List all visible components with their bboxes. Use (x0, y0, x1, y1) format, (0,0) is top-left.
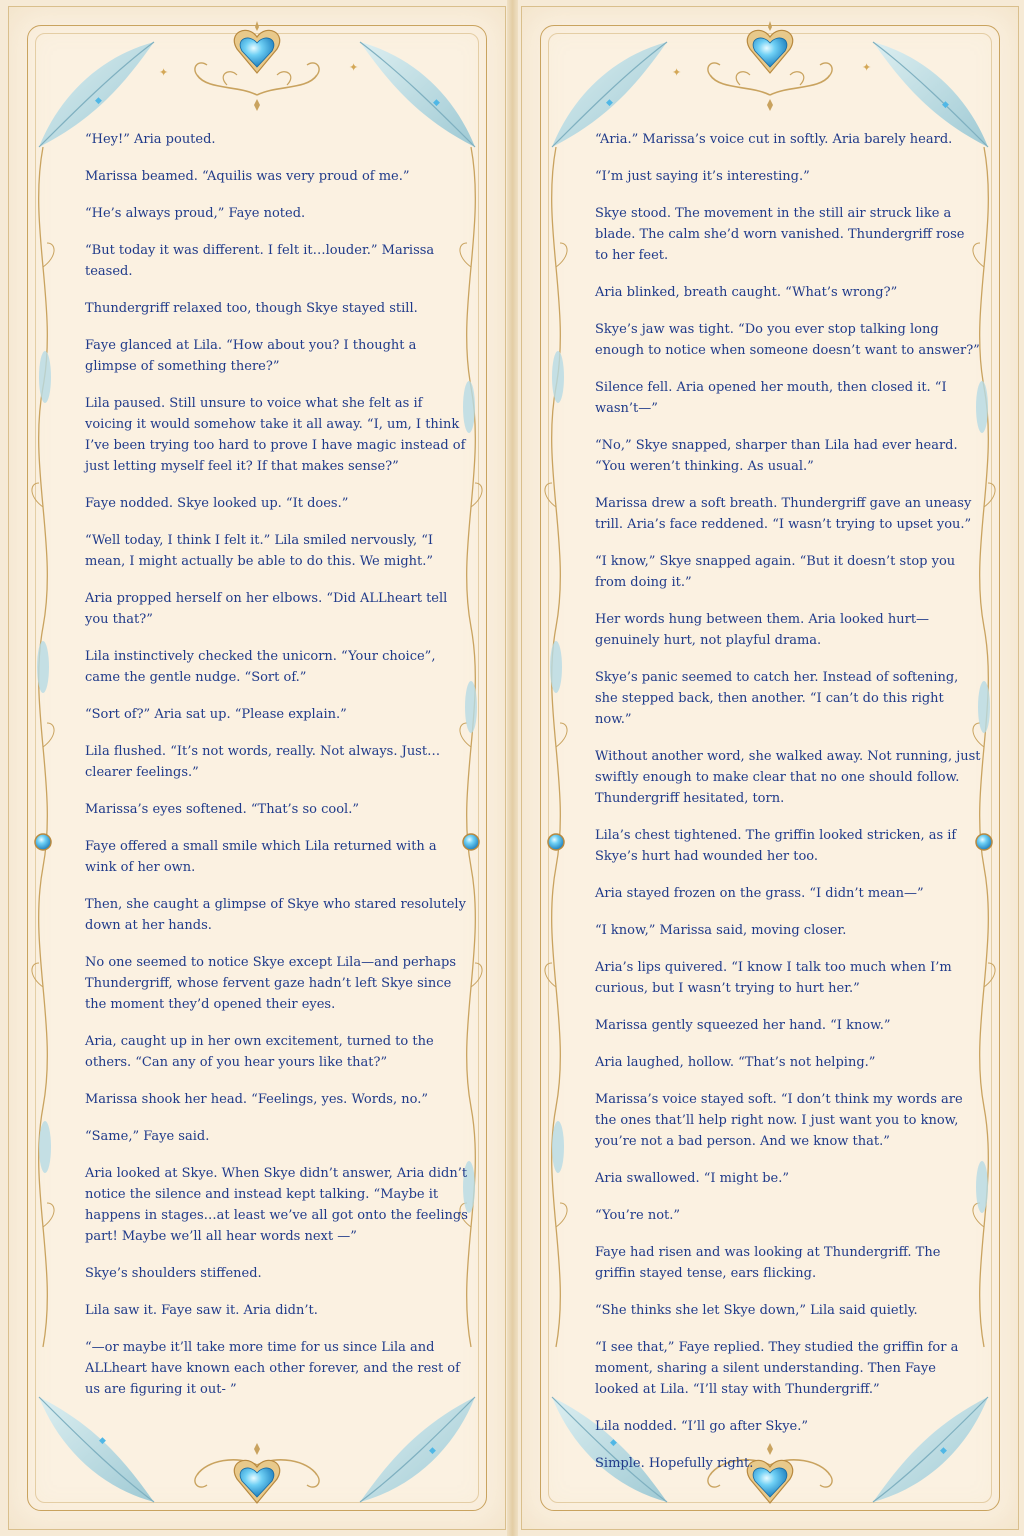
left-page-text (85, 129, 469, 1416)
paragraph: Marissa’s eyes softened. “That’s so cool.” (85, 802, 359, 817)
paragraph: Thundergriff relaxed too, though Skye stayed still. (85, 301, 418, 316)
paragraph: Lila nodded. “I’ll go after Skye.” (595, 1419, 809, 1434)
paragraph: Aria’s lips quivered. “I know I talk too much when I’m curious, but I wasn’t trying to hurt her.” (595, 960, 952, 996)
right-page-text (595, 129, 981, 1490)
paragraph: Skye’s jaw was tight. “Do you ever stop talking long enough to notice when someone doesn’t want to answer?” (595, 322, 980, 358)
paragraph: “But today it was different. I felt it…louder.” Marissa teased. (85, 243, 435, 279)
paragraph: “Sort of?” Aria sat up. “Please explain.” (85, 707, 347, 722)
sparkle-icon: ◆ (606, 98, 613, 108)
left-page (8, 6, 506, 1530)
sparkle-icon: ◆ (942, 100, 949, 110)
left-vine-ornament (536, 147, 576, 1407)
paragraph: Lila flushed. “It’s not words, really. Not always. Just… clearer feelings.” (85, 744, 441, 780)
sparkle-icon: ✦ (159, 66, 169, 79)
paragraph: “Aria.” Marissa’s voice cut in softly. Aria barely heard. (595, 132, 953, 147)
paragraph: Lila instinctively checked the unicorn. “Your choice”, came the gentle nudge. “Sort of.” (85, 649, 436, 685)
paragraph: Silence fell. Aria opened her mouth, then closed it. “I wasn’t—” (595, 380, 947, 416)
paragraph: Faye had risen and was looking at Thundergriff. The griffin stayed tense, ears flicking. (595, 1245, 941, 1281)
sparkle-icon: ✦ (672, 66, 682, 79)
top-heart-gem-ornament (700, 15, 840, 115)
paragraph: Skye stood. The movement in the still air struck like a blade. The calm she’d worn vanished. Thundergriff rose to her feet. (595, 206, 965, 263)
paragraph: “Hey!” Aria pouted. (85, 132, 216, 147)
paragraph: “I know,” Marissa said, moving closer. (595, 923, 847, 938)
paragraph: Lila saw it. Faye saw it. Aria didn’t. (85, 1303, 318, 1318)
paragraph: Skye’s panic seemed to catch her. Instead of softening, she stepped back, then another. “I can’t do this right now.” (595, 670, 959, 727)
paragraph: “You’re not.” (595, 1208, 681, 1223)
paragraph: Aria swallowed. “I might be.” (595, 1171, 789, 1186)
paragraph: Marissa shook her head. “Feelings, yes. Words, no.” (85, 1092, 428, 1107)
paragraph: Aria looked at Skye. When Skye didn’t answer, Aria didn’t notice the silence and instead kept talking. “Maybe it happens in stages…at least we’ve all got onto the feelings part! Maybe we’ll all hear words next —” (85, 1166, 468, 1244)
sparkle-icon: ◆ (95, 96, 102, 106)
book-spine (507, 0, 518, 1536)
paragraph: “She thinks she let Skye down,” Lila said quietly. (595, 1303, 918, 1318)
paragraph: Lila paused. Still unsure to voice what she felt as if voicing it would somehow take it all away. “I, um, I think I’ve been trying too hard to prove I have magic instead of just letting myself feel it? If that makes sense?” (85, 396, 466, 474)
sparkle-icon: ◆ (433, 98, 440, 108)
paragraph: Faye offered a small smile which Lila returned with a wink of her own. (85, 839, 437, 875)
paragraph: Aria, caught up in her own excitement, turned to the others. “Can any of you hear yours like that?” (85, 1034, 434, 1070)
sparkle-icon: ◆ (429, 1446, 436, 1456)
paragraph: “He’s always proud,” Faye noted. (85, 206, 306, 221)
paragraph: Faye nodded. Skye looked up. “It does.” (85, 496, 349, 511)
paragraph: “I see that,” Faye replied. They studied the griffin for a moment, sharing a silent understanding. Then Faye looked at Lila. “I’ll stay with Thundergriff.” (595, 1340, 959, 1397)
sparkle-icon: ◆ (99, 1436, 106, 1446)
paragraph: Simple. Hopefully right. (595, 1456, 754, 1471)
paragraph: Then, she caught a glimpse of Skye who stared resolutely down at her hands. (85, 897, 466, 933)
sparkle-icon: ✦ (349, 61, 359, 74)
top-heart-gem-ornament (187, 15, 327, 115)
paragraph: No one seemed to notice Skye except Lila—and perhaps Thundergriff, whose fervent gaze hadn’t left Skye since the moment they’d opened their eyes. (85, 955, 457, 1012)
paragraph: Marissa’s voice stayed soft. “I don’t think my words are the ones that’ll help right now. I just want you to know, you’re not a bad person. And we know that.” (595, 1092, 963, 1149)
paragraph: Her words hung between them. Aria looked hurt—genuinely hurt, not playful drama. (595, 612, 930, 648)
paragraph: “I know,” Skye snapped again. “But it doesn’t stop you from doing it.” (595, 554, 956, 590)
paragraph: Without another word, she walked away. Not running, just swiftly enough to make clear that no one should follow. Thundergriff hesitated, torn. (595, 749, 981, 806)
paragraph: Marissa drew a soft breath. Thundergriff gave an uneasy trill. Aria’s face reddened. “I wasn’t trying to upset you.” (595, 496, 972, 532)
paragraph: Faye glanced at Lila. “How about you? I thought a glimpse of something there?” (85, 338, 417, 374)
paragraph: Marissa gently squeezed her hand. “I know.” (595, 1018, 891, 1033)
paragraph: Aria blinked, breath caught. “What’s wrong?” (595, 285, 898, 300)
right-page (521, 6, 1019, 1530)
sparkle-icon: ✦ (862, 61, 872, 74)
paragraph: Marissa beamed. “Aquilis was very proud of me.” (85, 169, 410, 184)
paragraph: Skye’s shoulders stiffened. (85, 1266, 262, 1281)
left-vine-ornament (23, 147, 63, 1407)
sparkle-icon: ◆ (940, 1446, 947, 1456)
paragraph: Aria stayed frozen on the grass. “I didn’t mean—” (595, 886, 924, 901)
paragraph: “Well today, I think I felt it.” Lila smiled nervously, “I mean, I might actually be able to do this. We might.” (85, 533, 434, 569)
bottom-heart-gem-ornament (187, 1425, 327, 1525)
paragraph: “Same,” Faye said. (85, 1129, 210, 1144)
paragraph: “No,” Skye snapped, sharper than Lila had ever heard. “You weren’t thinking. As usual.” (595, 438, 958, 474)
paragraph: Lila’s chest tightened. The griffin looked stricken, as if Skye’s hurt had wounded her too. (595, 828, 957, 864)
paragraph: Aria laughed, hollow. “That’s not helping.” (595, 1055, 876, 1070)
sparkle-icon: ◆ (610, 1438, 617, 1448)
paragraph: Aria propped herself on her elbows. “Did ALLheart tell you that?” (85, 591, 448, 627)
paragraph: “—or maybe it’ll take more time for us since Lila and ALLheart have known each other forever, and the rest of us are figuring it out- ” (85, 1340, 460, 1397)
paragraph: “I’m just saying it’s interesting.” (595, 169, 810, 184)
